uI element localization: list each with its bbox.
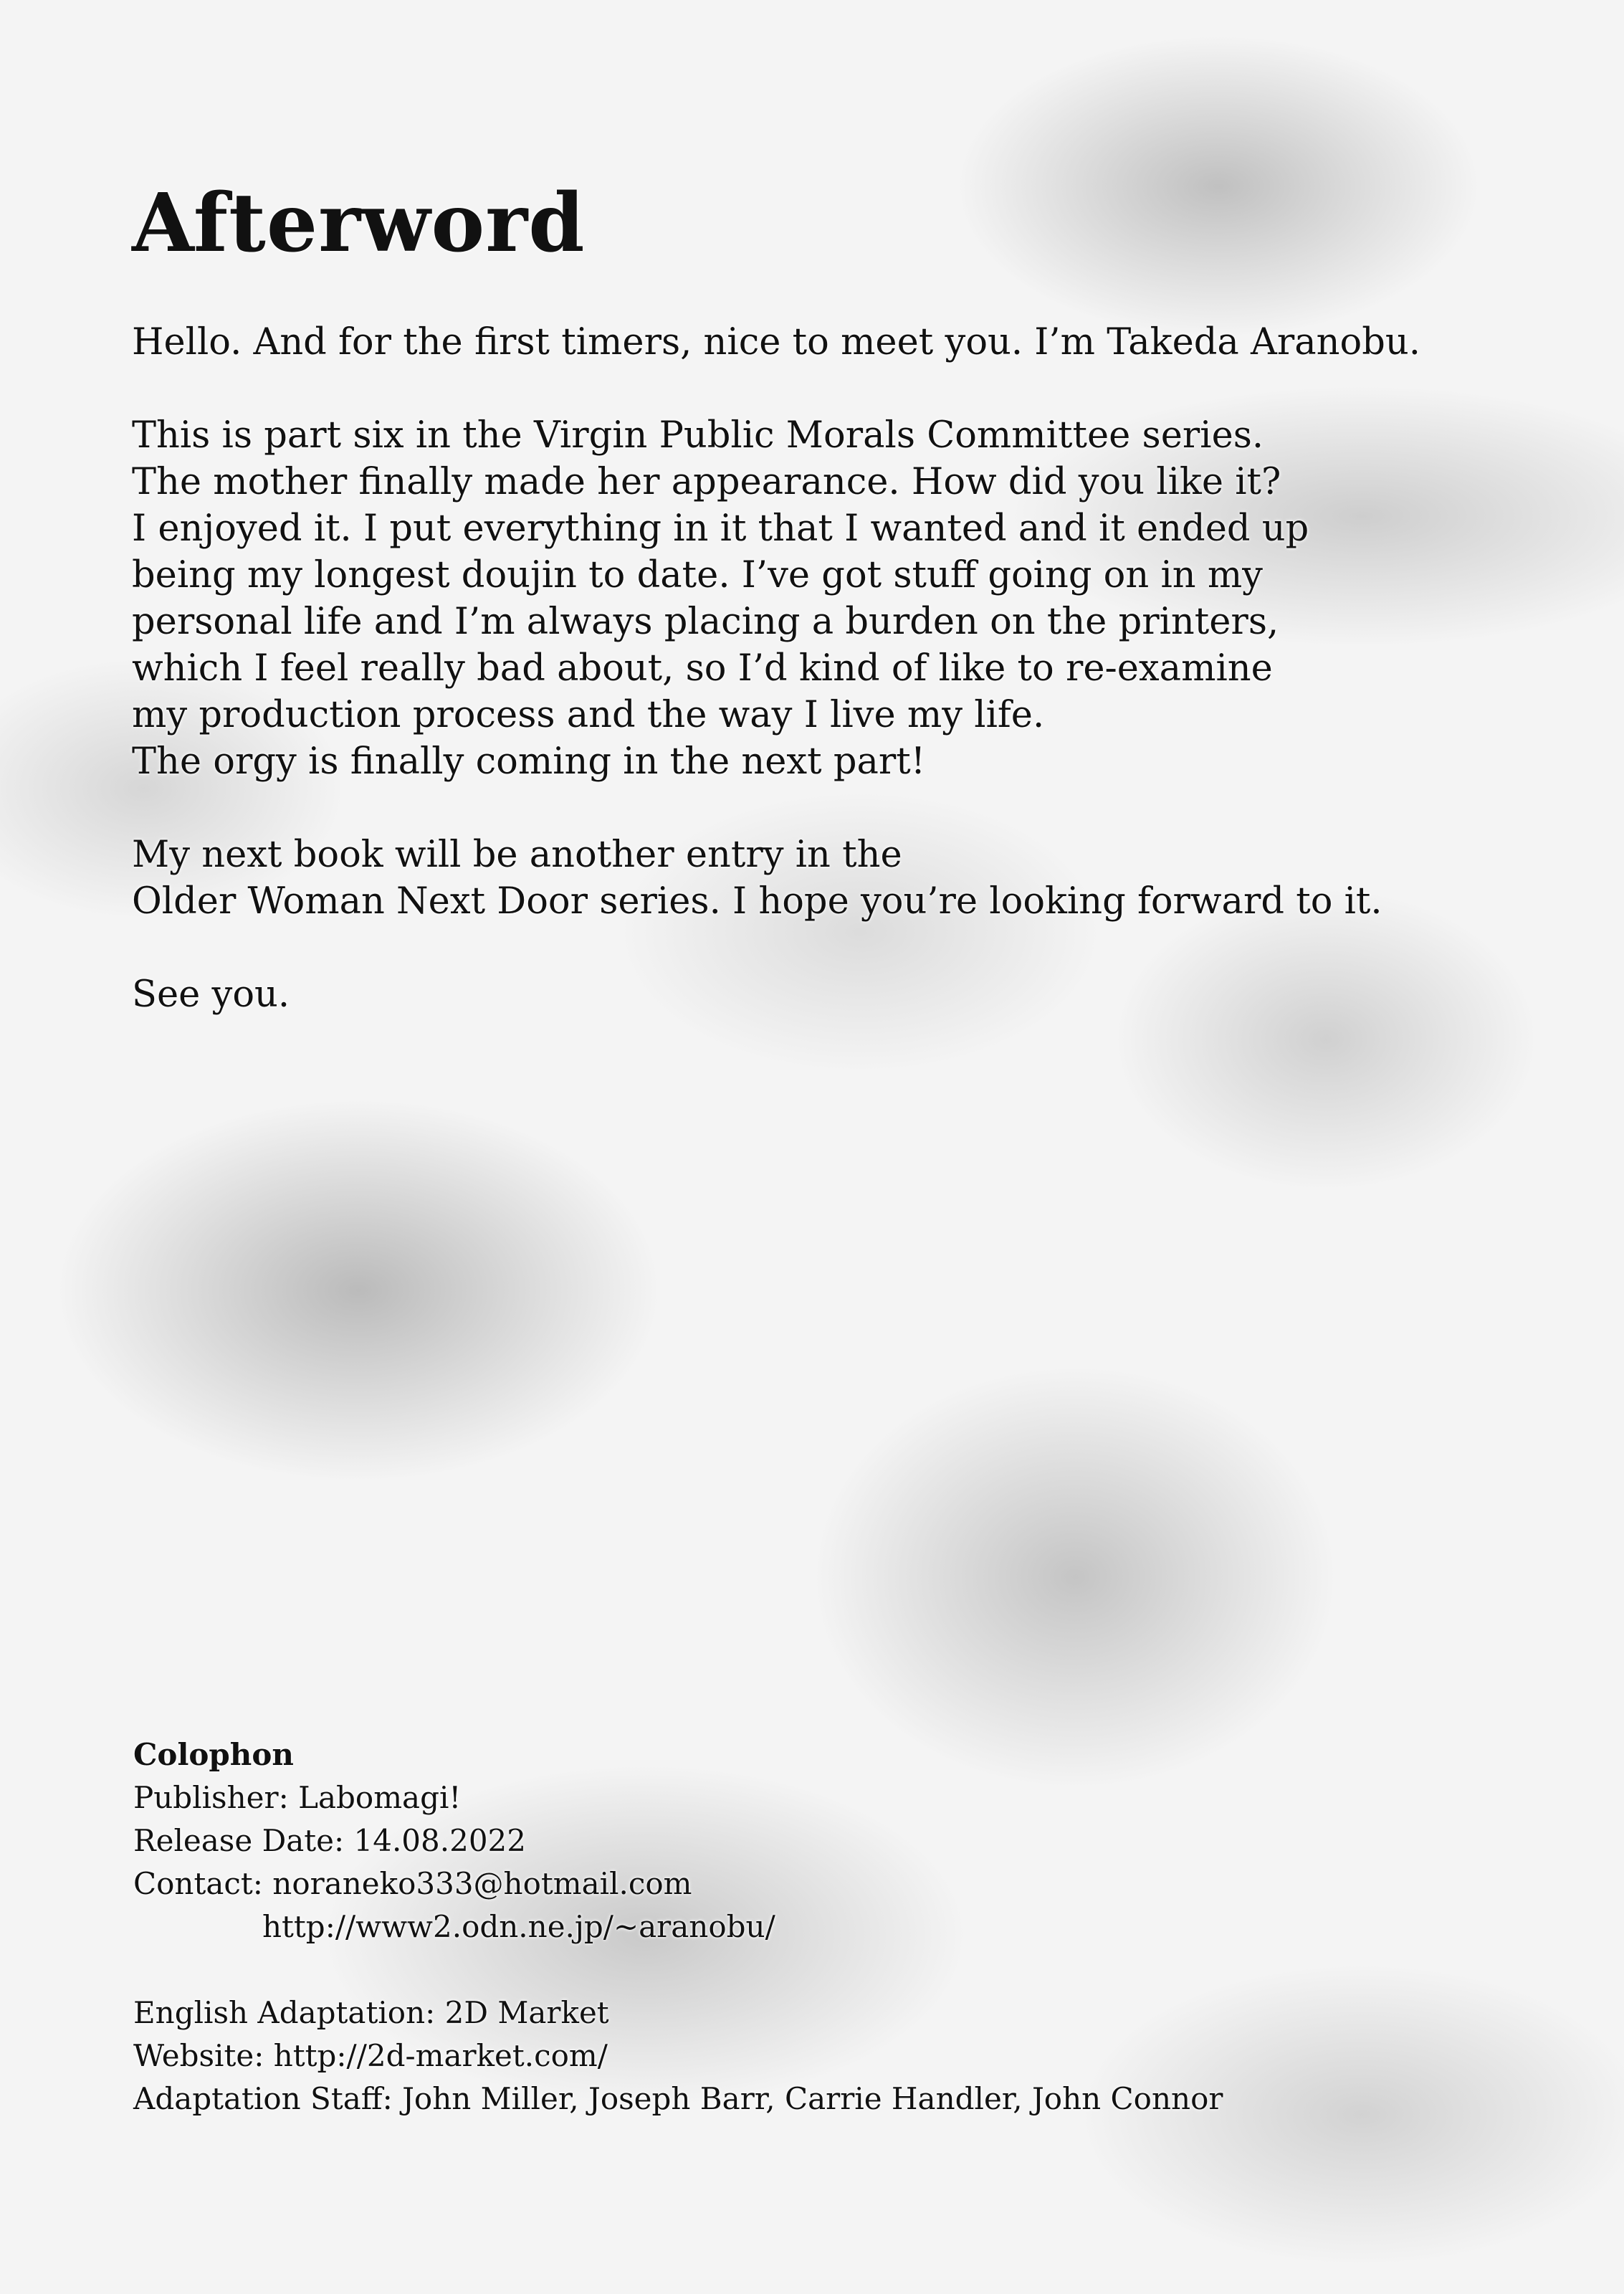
afterword-section <box>132 176 1529 1065</box>
paragraph-next-book <box>132 832 1529 925</box>
text-line: Older Woman Next Door series. I hope you’re looking forward to it. <box>132 880 1382 923</box>
paragraph-greeting <box>132 319 1529 366</box>
website: Website: http://2d-market.com/ <box>133 2038 608 2073</box>
text-line: Hello. And for the first timers, nice to meet you. I’m Takeda Aranobu. <box>132 321 1420 364</box>
colophon-heading: Colophon <box>133 1737 294 1772</box>
page-title: Afterword <box>132 176 586 270</box>
colophon-section <box>133 1733 1223 2121</box>
text-line: I enjoyed it. I put everything in it that I wanted and it ended up <box>132 508 1309 551</box>
text-line: This is part six in the Virgin Public Morals Committee series. <box>132 414 1264 457</box>
spacer <box>133 1948 1223 1991</box>
publisher: Publisher: Labomagi! <box>133 1780 462 1815</box>
text-line: which I feel really bad about, so I’d kind of like to re-examine <box>132 647 1273 690</box>
contact-email: Contact: noraneko333@hotmail.com <box>133 1866 692 1901</box>
text-line: my production process and the way I live my life. <box>132 694 1045 737</box>
text-line: being my longest doujin to date. I’ve got stuff going on in my <box>132 554 1263 597</box>
english-adaptation: English Adaptation: 2D Market <box>133 1995 609 2030</box>
paragraph-series <box>132 412 1529 785</box>
text-line: My next book will be another entry in the <box>132 834 902 877</box>
release-date: Release Date: 14.08.2022 <box>133 1823 526 1858</box>
contact-url: http://www2.odn.ne.jp/~aranobu/ <box>262 1909 775 1944</box>
text-line: The orgy is finally coming in the next part! <box>132 741 926 784</box>
paragraph-farewell <box>132 971 1529 1018</box>
text-line: personal life and I’m always placing a burden on the printers, <box>132 601 1279 644</box>
text-line: The mother finally made her appearance. How did you like it? <box>132 461 1281 504</box>
adaptation-staff: Adaptation Staff: John Miller, Joseph Barr, Carrie Handler, John Connor <box>133 2081 1223 2116</box>
text-line: See you. <box>132 974 290 1017</box>
